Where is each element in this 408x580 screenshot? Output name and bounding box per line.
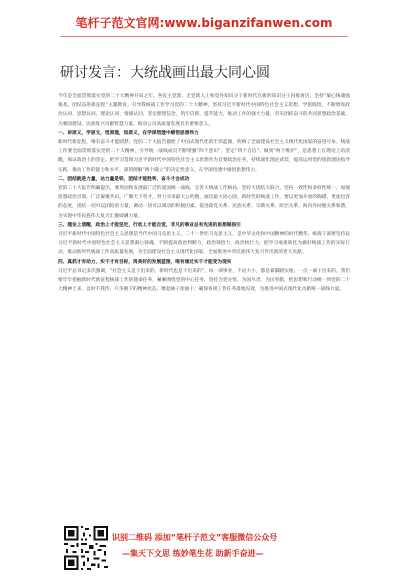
page-header [0,14,408,34]
paragraph: 新时代新征程，唯有奋斗才能圆梦。党的二十大报告描绘了中国式现代化的宏伟蓝图，吹响了全面建设社会主义现代化国家的奋进号角。统战工作要全面贯彻落实党的二十大精神，引导统一战线成员不断增强“四个意识”、坚定“四个自信”、做到“两个维护”，是思想上在理论上的清醒，保证政治上的坚定。把学习贯彻习近平新时代中国特色社会主义思想作为首要政治任务，持续深化理论武装，提高运用党的创新理论指导实践、推动工作的能力和水平。深刻理解“两个确立”的决定性意义，在学深悟透中感悟思想伟力。 [58,140,350,173]
paragraph: 习近平总书记多次强调，“社会主义是干出来的，新时代也是干出来的”。每一项事业，不论大小，都是靠脚踏实地、一点一滴干出来的。我们要牢牢把握新时代新征程统战工作的使命任务，紧紧围绕党的中心任务，坚持为党分忧、为国尽责、为民奉献，把思想和行动统一到党的二十大精神上来，以时不我待、只争朝夕的精神状态，撸起袖子加油干，确保各项工作任务落地见效，为推进中国式现代化贡献统一战线力量。 [58,268,350,293]
paragraph: 习近平新时代中国特色社会主义思想是当代中国马克思主义、二十一世纪马克思主义，是中华文化和中国精神的时代精华。统战干部要坚持以习近平新时代中国特色社会主义思想凝心铸魂，不断提高政治判断力、政治领悟力、政治执行力，把学习成果转化为做好统战工作的实际行动，推动新时代统战工作高质量发展，为全面建设社会主义现代化国家、全面推进中华民族伟大复兴作出新的更大贡献。 [58,232,350,256]
footer-wechat-note: 识别二维码 添加“笔杆子范文”客服微信公众号 [112,533,278,542]
section-heading: 三、理论上清醒，政治上才能坚定，行动上才能自觉，非凡的事业总有先进的思想做指引 [58,222,241,228]
header-website[interactable]: 笔杆子范文官网:www.biganzifanwen.com [75,16,333,30]
paragraph: 今年是全面贯彻落实党的二十大精神开局之年。各民主党派、无党派人士和党外知识分子新时代在新的知识分子再接再厉，坚持“凝心铸魂强根基，团结奋进新征程”主题教育。引导我统战工作学习党的二十大精神，坚持习近平新时代中国特色社会主义思想，学思践悟。不断增进政治认同、思想认同、理论认同、情感认同，坚定理想信念，筑牢信仰，提升能力，推动工作的强大力量，有实团结奋斗的共同思想政治基础，为强国建设、民族复兴贡献智慧力量，推动公司高质量发展具有重要意义。 [58,94,350,127]
section-heading: 一、讲原义，学原文，悟原理，知原义，在学深悟透中感悟思想伟力 [58,130,199,136]
document-body [58,92,350,294]
page-footer [0,516,408,580]
header-divider [60,36,348,37]
paragraph: 党的二十大报告明确提出，要巩固和发展最广泛的爱国统一战线，完善大统战工作格局，坚持大团结大联合，坚持一致性和多样性统一，加强思想政治引领，广泛凝聚共识，广聚天下英才，努力寻求最大公约数、画出最大同心圆。新时代的统战工作，要以更加开放的胸襟、更加包容的态度，团结一切可以团结的力量，调动一切可以调动的积极因素，促进政党关系、民族关系、宗教关系、阶层关系、海内外同胞关系和谐，为实现中华民族伟大复兴汇聚磅礴力量。 [58,186,350,219]
footer-slogan: —集天下文思 练妙笔生花 助新手奋进— [122,549,264,558]
document-title: 研讨发言：大统战画出最大同心圆 [60,65,270,81]
section-heading: 二、团结就是力量，达力量是铁，团结才能胜利，奋斗才会成功 [58,176,190,182]
qr-code-icon[interactable] [64,526,108,570]
section-heading: 四、真抓才有动力，实干才有目标，再美好的发展蓝图，唯有通过实干才能变为现实 [58,259,232,265]
